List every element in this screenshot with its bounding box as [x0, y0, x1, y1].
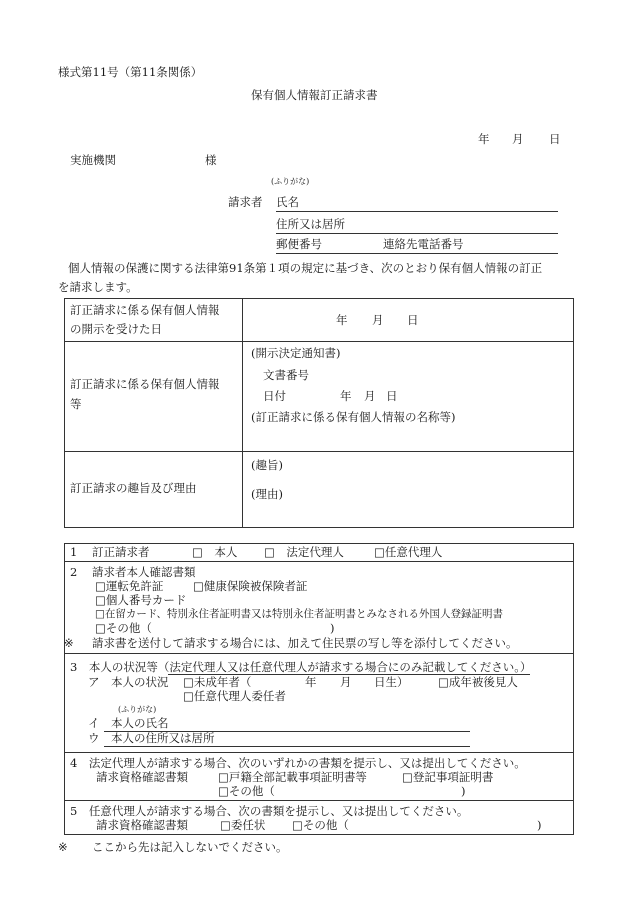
form-number: 様式第11号（第11条関係）: [58, 65, 203, 79]
row3-label: 訂正請求の趣旨及び理由: [70, 481, 197, 495]
requester-address-field[interactable]: [276, 233, 558, 234]
checkbox-voluntary-rep[interactable]: □任意代理人: [374, 545, 443, 559]
checkbox-s4-other[interactable]: □その他（: [218, 784, 275, 798]
checkbox-mynumber-card[interactable]: □個人番号カード: [95, 593, 187, 607]
requester-furigana: (ふりがな): [271, 177, 310, 186]
section4-doc-label: 請求資格確認書類: [96, 770, 188, 784]
document-number-label[interactable]: 文書番号: [263, 368, 309, 382]
do-not-fill-note: ここから先は記入しないでください。: [92, 840, 288, 854]
section3-title: 3 本人の状況等（法定代理人又は任意代理人が請求する場合にのみ記載してください。）: [70, 660, 532, 674]
note-mark: ※: [64, 636, 74, 650]
page-title: 保有個人情報訂正請求書: [251, 88, 378, 102]
minor-birth-month: 月: [340, 675, 352, 689]
table-row-divider-1: [64, 341, 574, 342]
section5-title: 5 任意代理人が請求する場合、次の書類を提示し、又は提出してください。: [70, 804, 469, 818]
row1-label-line2: の開示を受けた日: [70, 322, 162, 336]
disclosure-notice-label: (開示決定通知書): [251, 346, 341, 360]
checkbox-registry-cert[interactable]: □登記事項証明書: [402, 770, 494, 784]
intro-line-2: を請求します。: [58, 280, 138, 294]
section4-title: 4 法定代理人が請求する場合、次のいずれかの書類を提示し、又は提出してください。: [70, 756, 526, 770]
checkbox-self[interactable]: □ 本人: [192, 545, 238, 559]
principal-furigana: (ふりがな): [118, 705, 157, 714]
checkbox-principal[interactable]: □任意代理人委任者: [183, 689, 286, 703]
section2-number: 2: [70, 565, 78, 579]
section-divider-2: [64, 653, 574, 654]
requester-phone-label: 連絡先電話番号: [383, 237, 464, 251]
addressee-label: 実施機関: [70, 153, 116, 167]
checkbox-other-id[interactable]: □その他（: [95, 621, 152, 635]
checkbox-s5-other[interactable]: □その他（: [292, 818, 349, 832]
notice-date-year: 年: [340, 389, 352, 403]
checkbox-power-of-attorney[interactable]: □委任状: [220, 818, 266, 832]
checkbox-minor[interactable]: □未成年者（: [183, 675, 252, 689]
section-divider-3: [64, 752, 574, 753]
row1-day[interactable]: 日: [407, 313, 419, 327]
checkbox-health-insurance[interactable]: □健康保険被保険者証: [193, 579, 308, 593]
principal-status-label: ア 本人の状況: [88, 675, 169, 689]
checkbox-residence-card[interactable]: □在留カード、特別永住者証明書又は特別永住者証明書とみなされる外国人登録証明書: [95, 608, 503, 620]
section-divider-1: [64, 561, 574, 562]
table-row-divider-2: [64, 451, 574, 452]
date-day-label: 日: [549, 132, 561, 146]
checkbox-adult-ward[interactable]: □成年被後見人: [438, 675, 518, 689]
principal-address-label: ウ 本人の住所又は居所: [88, 731, 215, 745]
requester-name-label: 氏名: [276, 195, 299, 209]
intro-line-1: 個人情報の保護に関する法律第91条第１項の規定に基づき、次のとおり保有個人情報の訂正: [68, 261, 543, 275]
row2-label-line2: 等: [70, 397, 82, 411]
section1-label: 訂正請求者: [92, 545, 150, 559]
section-divider-4: [64, 800, 574, 801]
s5-other-close: ): [537, 818, 542, 832]
minor-birth-year: 年: [305, 675, 317, 689]
mail-request-note: 請求書を送付して請求する場合には、加えて住民票の写し等を添付してください。: [92, 636, 518, 650]
principal-address-field[interactable]: [104, 746, 470, 747]
requester-postal-label: 郵便番号: [276, 237, 322, 251]
row1-month[interactable]: 月: [372, 313, 384, 327]
other-id-close: ): [330, 621, 335, 635]
section2-title: 請求者本人確認書類: [92, 565, 196, 579]
footer-mark: ※: [58, 840, 68, 854]
checkbox-drivers-license[interactable]: □運転免許証: [95, 579, 164, 593]
honorific-label: 様: [205, 153, 217, 167]
row1-label-line1: 訂正請求に係る保有個人情報: [70, 303, 220, 317]
purpose-label[interactable]: (趣旨): [251, 458, 283, 472]
date-year-label: 年: [478, 132, 490, 146]
notice-date-month: 月: [364, 389, 376, 403]
table-divider: [242, 298, 243, 528]
principal-name-label: イ 本人の氏名: [88, 716, 169, 730]
requester-contact-field[interactable]: [276, 253, 558, 254]
requester-label: 請求者: [228, 195, 263, 209]
checkbox-family-register[interactable]: □戸籍全部記載事項証明書等: [218, 770, 367, 784]
requester-name-field[interactable]: [276, 211, 558, 212]
notice-date-day: 日: [386, 389, 398, 403]
section1-number: 1: [70, 545, 78, 559]
row1-year[interactable]: 年: [336, 313, 348, 327]
minor-birth-day: 日生）: [374, 675, 409, 689]
requester-address-label: 住所又は居所: [276, 217, 345, 231]
row2-label-line1: 訂正請求に係る保有個人情報: [70, 377, 220, 391]
info-name-label[interactable]: (訂正請求に係る保有個人情報の名称等): [251, 410, 456, 424]
notice-date-label[interactable]: 日付: [263, 389, 286, 403]
s4-other-close: ): [461, 784, 466, 798]
checkbox-legal-rep[interactable]: □ 法定代理人: [264, 545, 344, 559]
date-month-label: 月: [512, 132, 524, 146]
reason-label[interactable]: (理由): [251, 487, 283, 501]
section5-doc-label: 請求資格確認書類: [96, 818, 188, 832]
